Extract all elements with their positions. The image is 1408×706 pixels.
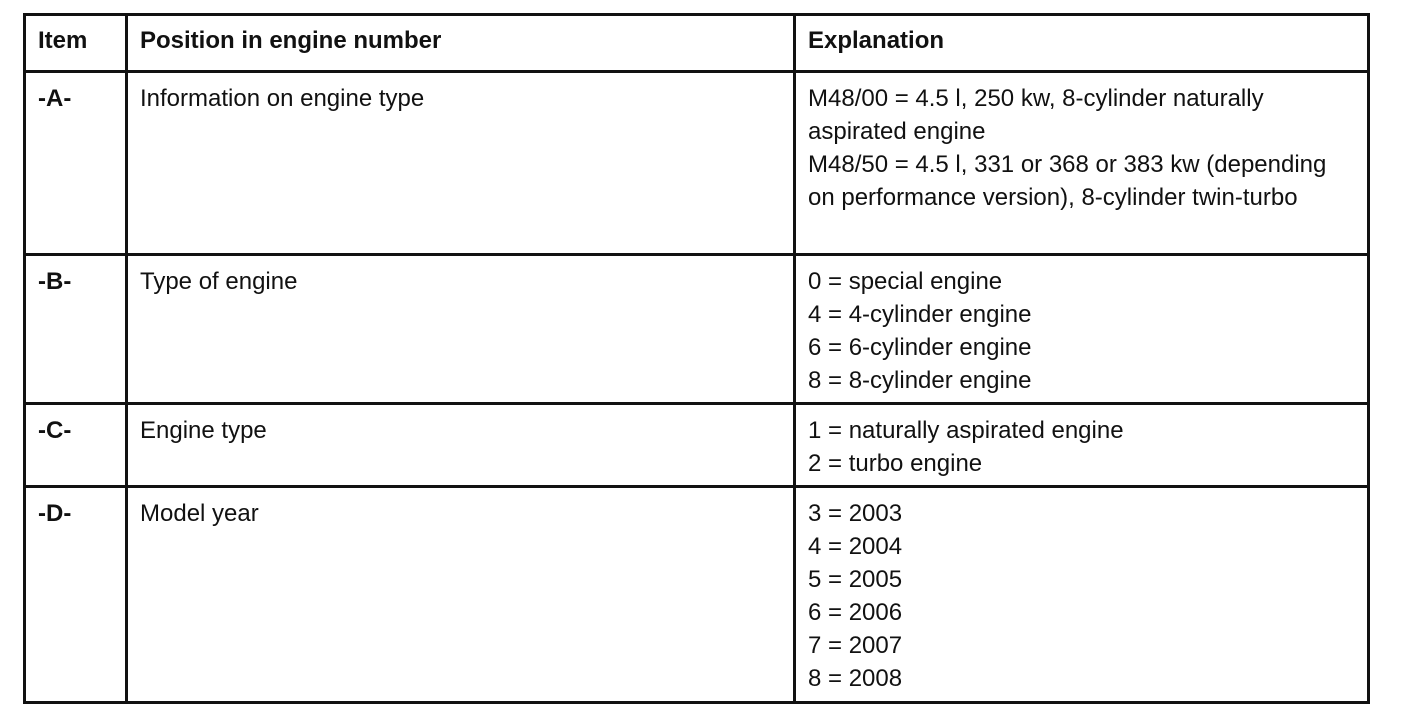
row-item: -C- xyxy=(25,404,127,487)
table-header-row xyxy=(25,15,1369,72)
explanation-line: 5 = 2005 xyxy=(808,566,903,593)
table-row xyxy=(25,72,1369,255)
explanation-line: 8 = 8-cylinder engine xyxy=(808,367,1032,394)
row-explanation xyxy=(795,72,1369,255)
header-explanation: Explanation xyxy=(795,15,1369,72)
row-position: Engine type xyxy=(127,404,795,487)
explanation-line: 4 = 4-cylinder engine xyxy=(808,301,1032,328)
engine-number-table xyxy=(23,13,1370,704)
explanation-line: 8 = 2008 xyxy=(808,665,903,692)
explanation-line: 6 = 6-cylinder engine xyxy=(808,334,1032,361)
explanation-line: 4 = 2004 xyxy=(808,533,903,560)
table-row xyxy=(25,487,1369,703)
row-item: -D- xyxy=(25,487,127,703)
row-explanation xyxy=(795,404,1369,487)
row-position: Model year xyxy=(127,487,795,703)
row-item: -A- xyxy=(25,72,127,255)
explanation-line: 3 = 2003 xyxy=(808,500,903,527)
explanation-line: 6 = 2006 xyxy=(808,599,903,626)
header-item: Item xyxy=(25,15,127,72)
explanation-line: M48/00 = 4.5 l, 250 kw, 8-cylinder naturally aspirated engine xyxy=(808,85,1264,145)
row-item: -B- xyxy=(25,255,127,404)
explanation-line: 2 = turbo engine xyxy=(808,450,983,477)
explanation-line: M48/50 = 4.5 l, 331 or 368 or 383 kw (depending on performance version), 8-cylinder twin-turbo xyxy=(808,151,1327,211)
row-position: Type of engine xyxy=(127,255,795,404)
explanation-line: 1 = naturally aspirated engine xyxy=(808,417,1124,444)
row-explanation xyxy=(795,255,1369,404)
table-row xyxy=(25,255,1369,404)
explanation-line: 7 = 2007 xyxy=(808,632,903,659)
row-explanation xyxy=(795,487,1369,703)
row-position: Information on engine type xyxy=(127,72,795,255)
header-position: Position in engine number xyxy=(127,15,795,72)
table-row xyxy=(25,404,1369,487)
explanation-line: 0 = special engine xyxy=(808,268,1003,295)
